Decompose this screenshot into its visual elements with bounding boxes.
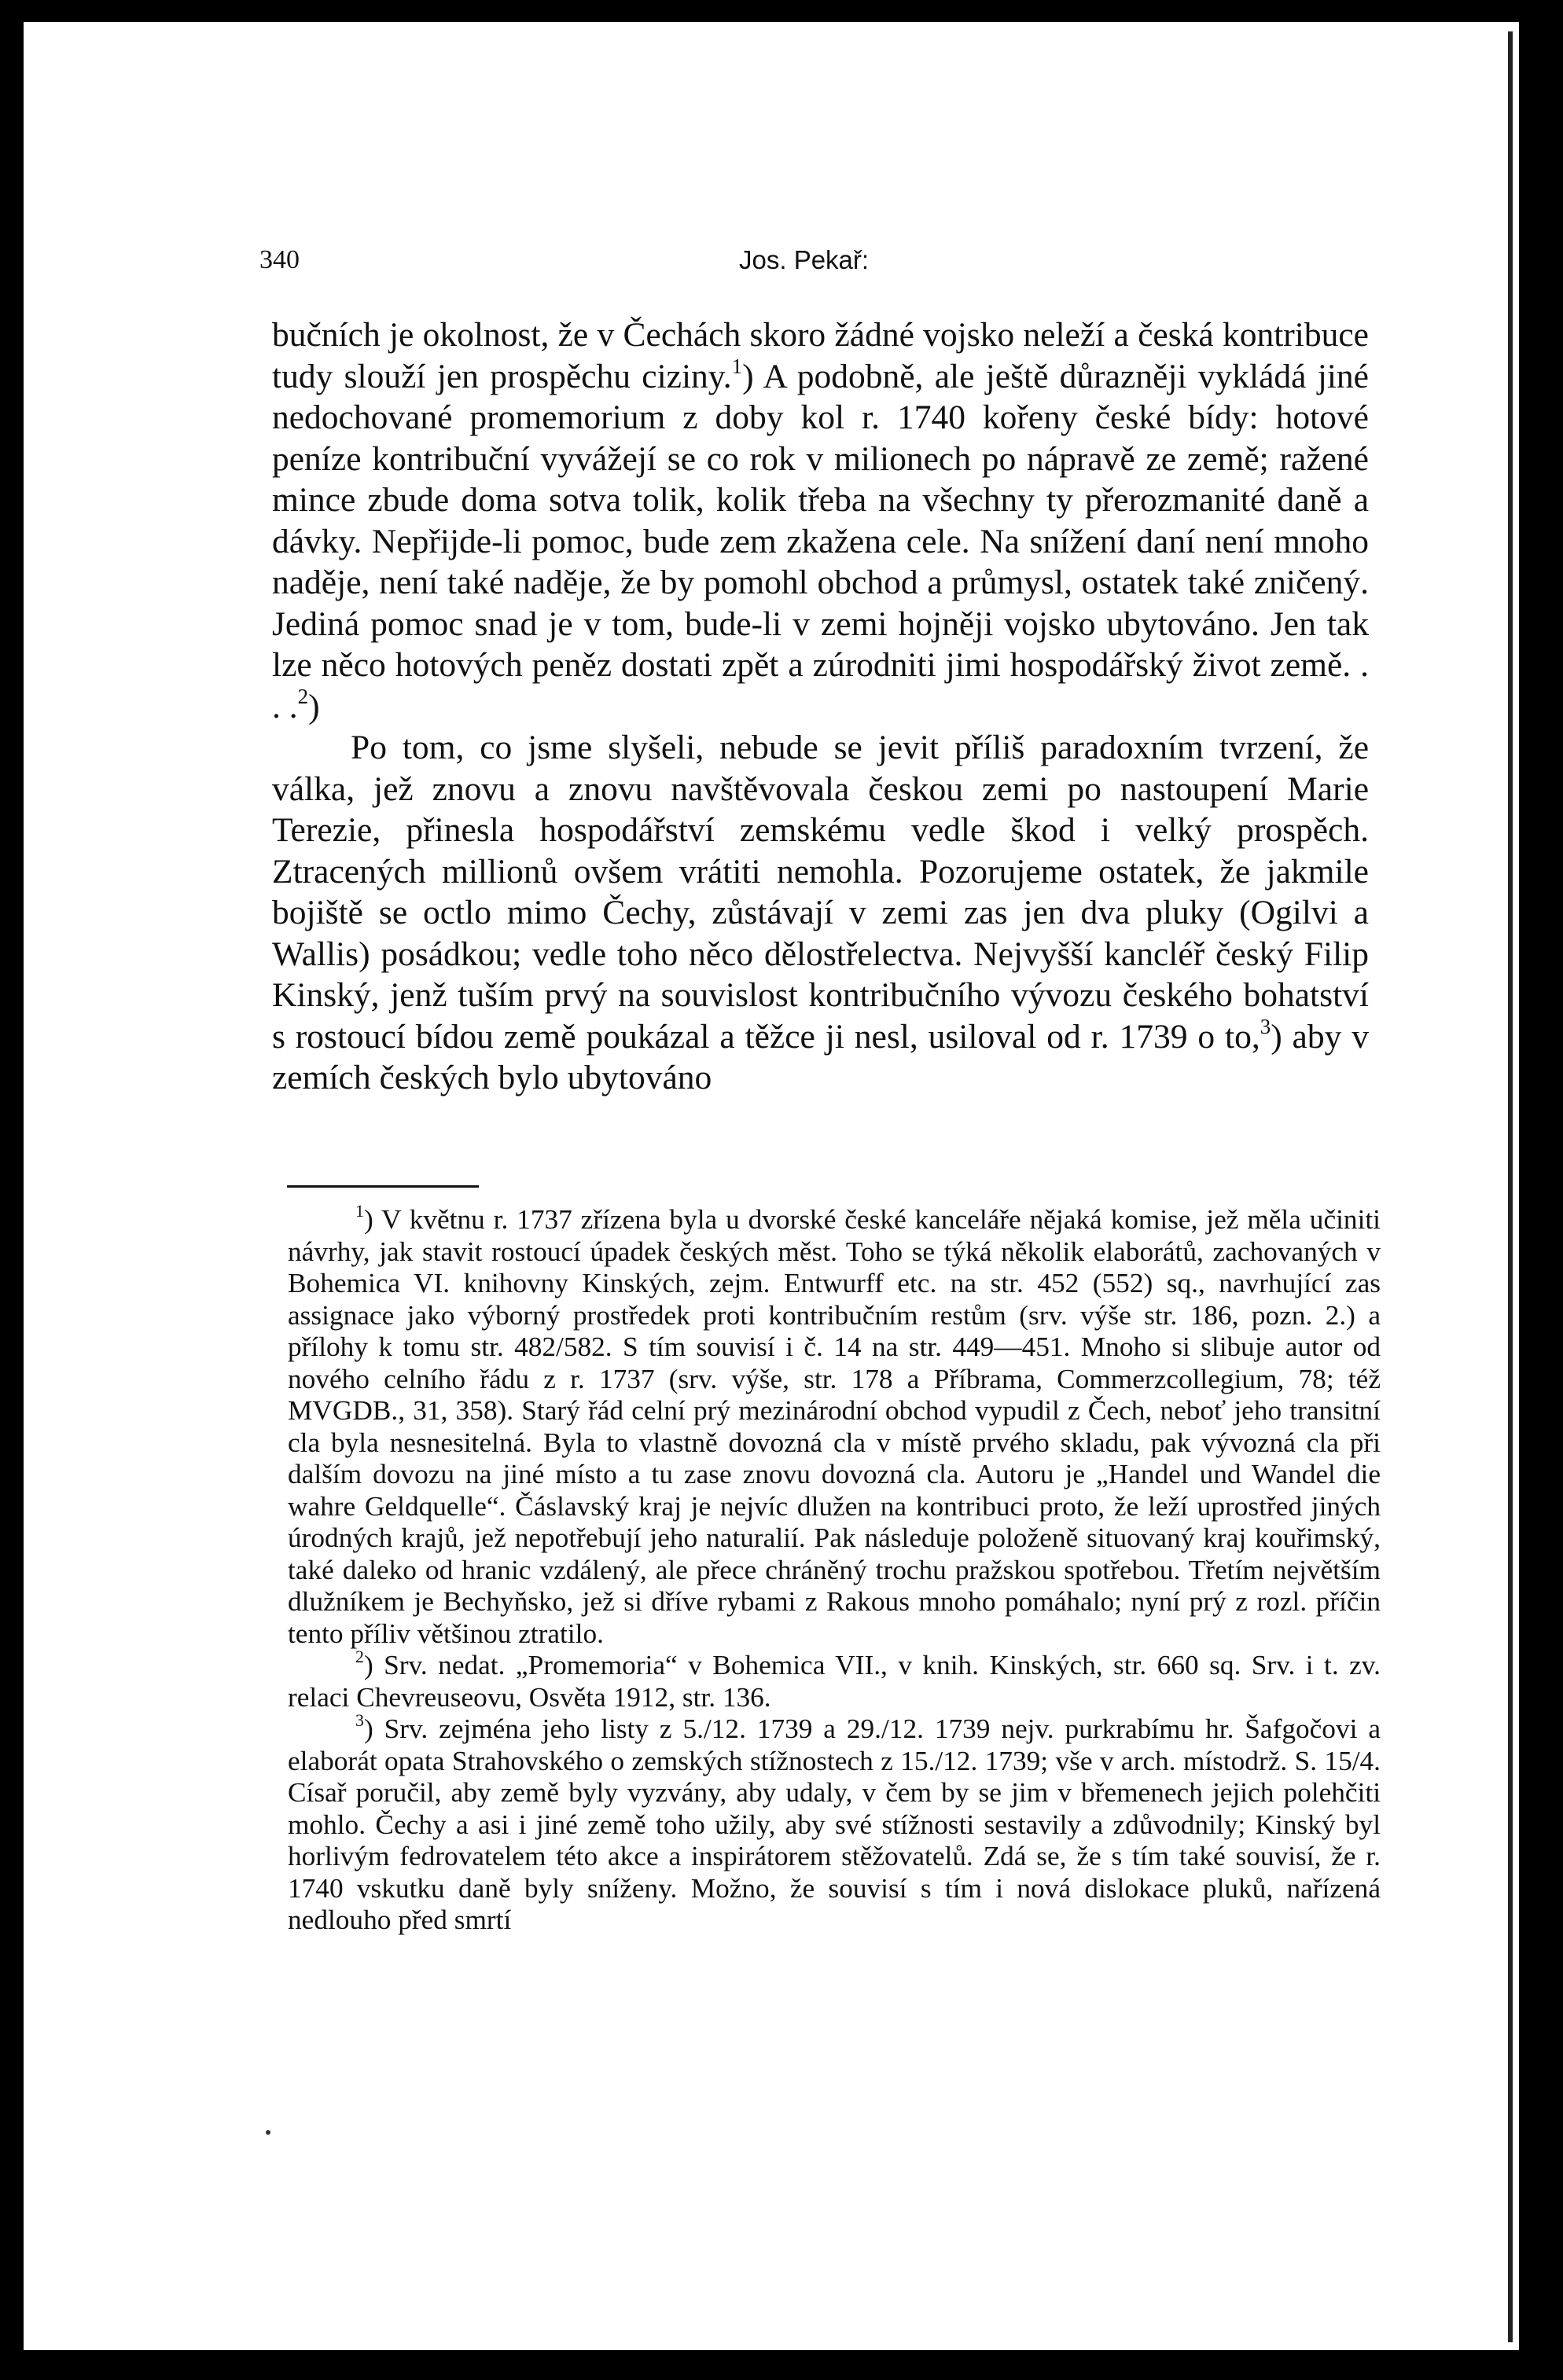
- footnote-2: $^2$) Srv. nedat. „Promemoria“ v Bohemica VII., v knih. Kinských, str. 660 sq. Srv. i t. zv. relaci Chevreuseovu, Osvěta 1912, str. 136.: [288, 1647, 1381, 1713]
- main-text: [272, 314, 1369, 1099]
- speck: [266, 2130, 270, 2135]
- footnote-1: $^1$) V květnu r. 1737 zřízena byla u dvorské české kanceláře nějaká komise, jež měla učiniti návrhy, jak stavit rostoucí úpadek českých měst. Toho se týká několik elaborátů, zachovaných v Bohemica VI. knihovny Kinských, zejm. Entwurff etc. na str. 452 (552) sq., navrhující zas assignace jako výborný prostředek proti kontribučním restům (srv. výše str. 186, pozn. 2.) a přílohy k tomu str. 482/582. S tím souvisí i č. 14 na str. 449—451. Mnoho si slibuje autor od nového celního řádu z r. 1737 (srv. výše, str. 178 a Příbrama, Commerzcollegium, 78; též MVGDB., 31, 358). Starý řád celní prý mezinárodní obchod vypudil z Čech, neboť jeho transitní cla byla nesnesitelná. Byla to vlastně dovozná cla v místě prvého skladu, pak vývozná cla při dalším dovozu na jiné místo a tu zase znovu dovozná cla. Autoru je „Handel und Wandel die wahre Geldquelle“. Čáslavský kraj je nejvíc dlužen na kontribuci proto, že leží uprostřed jiných úrodných krajů, jež nepotřebují jeho naturalií. Pak následuje položeně situovaný kraj kouřimský, také daleko od hranic vzdálený, ale přece chráněný trochu pražskou spotřebou. Třetím největším dlužníkem je Bechyňsko, jež si dříve rybami z Rakous mnoho pomáhalo; nyní prý z rozl. příčin tento příliv většinou ztratilo.: [288, 1202, 1381, 1649]
- scan-border: [1519, 0, 1563, 2380]
- running-head: Jos. Pekař:: [739, 245, 870, 274]
- footnote-ref-3: 3: [1260, 1015, 1271, 1038]
- footnote-ref-1: 1: [731, 354, 743, 378]
- paragraph-2: Po tom, co jsme slyšeli, nebude se jevit příliš paradoxním tvrzení, že válka, jež znovu a znovu navštěvovala českou zemi po nastoupení Marie Terezie, přinesla hospodářství zemskému vedle škod i velký prospěch. Ztracených millionů ovšem vrátiti nemohla. Pozorujeme ostatek, že jakmile bojiště se octlo mimo Čechy, zůstávají v zemi zas jen dva pluky (Ogilvi a Wallis) posádkou; vedle toho něco dělostřelectva. Nejvyšší kancléř český Filip Kinský, jenž tuším prvý na souvislost kontribučního vývozu českého bohatství s rostoucí bídou země poukázal a těžce ji nesl, usiloval od r. 1739 o to,$^3$) aby v zemích českých bylo ubytováno: [272, 729, 1369, 1096]
- footnote-ref-2: 2: [297, 685, 309, 708]
- paragraph-1: bučních je okolnost, že v Čechách skoro žádné vojsko neleží a česká kontribuce tudy slouží jen prospěchu ciziny.$^1$) A podobně, ale ještě důrazněji vykládá jiné nedochované promemorium z doby kol r. 1740 kořeny české bídy: hotové peníze kontribuční vyvážejí se co rok v milionech po nápravě ze země; ražené mince zbude doma sotva tolik, kolik třeba na všechny ty přerozmanité daně a dávky. Nepřijde-li pomoc, bude zem zkažena cele. Na snížení daní není mnoho naděje, není také naděje, že by pomohl obchod a průmysl, ostatek také zničený. Jediná pomoc snad je v tom, bude-li v zemi hojněji vojsko ubytováno. Jen tak lze něco hotových peněz dostati zpět a zúrodniti jimi hospodářský život země. . . .$^2$): [272, 316, 1369, 725]
- page-edge: [1508, 31, 1513, 2342]
- footnote-3: $^3$) Srv. zejména jeho listy z 5./12. 1739 a 29./12. 1739 nejv. purkrabímu hr. Šafgočovi a elaborát opata Strahovského o zemských stížnostech z 15./12. 1739; vše v arch. místodrž. S. 15/4. Císař poručil, aby země byly vyzvány, aby udaly, v čem by se jim v břemenech jejich polehčiti mohlo. Čechy a asi i jiné země toho užily, aby své stížnosti sestavily a zdůvodnily; Kinský byl horlivým fedrovatelem této akce a inspirátorem stěžovatelů. Zdá se, že s tím také souvisí, že r. 1740 vskutku daně byly sníženy. Možno, že souvisí s tím i nová dislokace pluků, nařízená nedlouho před smrtí: [288, 1711, 1381, 1935]
- footnote-rule: [287, 1185, 479, 1188]
- page-header: [236, 236, 1368, 283]
- footnotes: [288, 1204, 1381, 1937]
- page-number: 340: [259, 245, 300, 274]
